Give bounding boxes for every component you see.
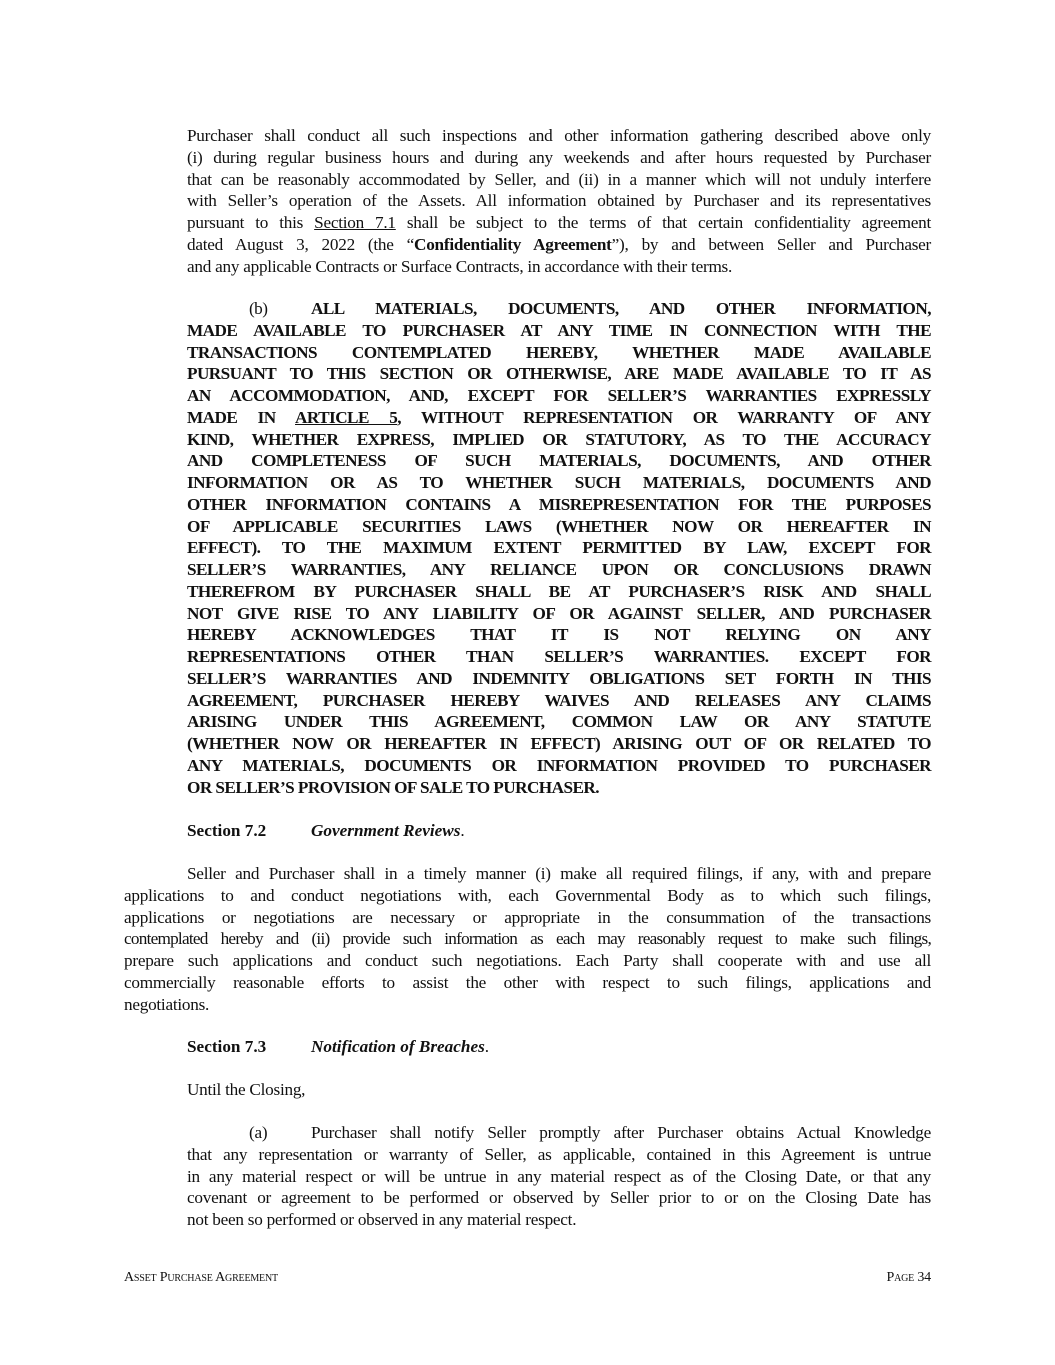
paragraph-a-notification <box>187 1122 931 1231</box>
section-title: Notification of Breaches <box>311 1037 485 1056</box>
section-7-2-heading <box>187 820 465 842</box>
text-line: applications to and conduct negotiations with, each Governmental Body as to which such filings, <box>124 885 931 905</box>
list-label: (b) <box>249 299 268 318</box>
text-segment: Seller and Purchaser shall in a timely manner (i) make all required filings, if any, with and prepare <box>187 864 931 883</box>
text-line: EFFECT). TO THE MAXIMUM EXTENT PERMITTED BY LAW, EXCEPT FOR <box>187 538 931 558</box>
text-line <box>124 863 931 885</box>
footer-document-title: Asset Purchase Agreement <box>124 1270 278 1285</box>
text-line: THEREFROM BY PURCHASER SHALL BE AT PURCHASER’S RISK AND SHALL <box>187 581 931 601</box>
text-line: not been so performed or observed in any material respect. <box>187 1210 577 1229</box>
text-line: covenant or agreement to be performed or observed by Seller prior to or on the Closing Date has <box>187 1188 931 1208</box>
list-label: (a) <box>249 1123 268 1142</box>
text-line: PURSUANT TO THIS SECTION OR OTHERWISE, ARE MADE AVAILABLE TO IT AS <box>187 364 931 384</box>
text-line: OR SELLER’S PROVISION OF SALE TO PURCHASER. <box>187 777 600 797</box>
text-line: TRANSACTIONS CONTEMPLATED HEREBY, WHETHER MADE AVAILABLE <box>187 342 931 362</box>
text-line: SELLER’S WARRANTIES, ANY RELIANCE UPON OR CONCLUSIONS DRAWN <box>187 560 931 579</box>
footer-page-number: Page 34 <box>886 1270 931 1285</box>
text-segment: MADE IN <box>187 407 296 427</box>
section-title-period: . <box>460 821 465 840</box>
section-number: Section 7.2 <box>187 821 267 840</box>
text-line <box>187 1122 931 1144</box>
text-segment: , WITHOUT REPRESENTATION OR WARRANTY OF ANY <box>397 407 931 427</box>
text-segment: ALL MATERIALS, DOCUMENTS, AND OTHER INFORMATION, <box>311 299 931 318</box>
text-line: and any applicable Contracts or Surface Contracts, in accordance with their terms. <box>187 256 733 276</box>
text-line: commercially reasonable efforts to assist the other with respect to such filings, applications and <box>124 972 931 992</box>
text-line: AGREEMENT, PURCHASER HEREBY WAIVES AND RELEASES ANY CLAIMS <box>187 690 931 710</box>
text-line: OF APPLICABLE SECURITIES LAWS (WHETHER NOW OR HEREAFTER IN <box>187 516 931 536</box>
text-line: ANY MATERIALS, DOCUMENTS OR INFORMATION PROVIDED TO PURCHASER <box>187 755 931 775</box>
paragraph-inspections <box>187 125 931 277</box>
text-line: that can be reasonably accommodated by Seller, and (ii) in a manner which will not unduly interfere <box>187 169 931 189</box>
paragraph-b-disclaimer <box>187 298 931 798</box>
text-line: OTHER INFORMATION CONTAINS A MISREPRESENTATION FOR THE PURPOSES <box>187 494 931 514</box>
text-line <box>187 212 931 234</box>
text-segment: ”), by and between Seller and Purchaser <box>611 234 931 254</box>
text-segment: dated August 3, 2022 (the “ <box>187 234 415 254</box>
text-line <box>187 407 931 429</box>
text-line: with Seller’s operation of the Assets. All information obtained by Purchaser and its representatives <box>187 191 931 211</box>
section-number: Section 7.3 <box>187 1037 267 1056</box>
text-line: KIND, WHETHER EXPRESS, IMPLIED OR STATUTORY, AS TO THE ACCURACY <box>187 429 931 449</box>
section-7-3-intro <box>187 1079 931 1101</box>
text-line <box>187 298 931 320</box>
section-title: Government Reviews <box>311 821 461 840</box>
text-segment: Purchaser shall notify Seller promptly after Purchaser obtains Actual Knowledge <box>311 1123 931 1142</box>
defined-term: Confidentiality Agreement <box>414 234 612 254</box>
section-title-period: . <box>484 1037 490 1056</box>
text-line: (WHETHER NOW OR HEREAFTER IN EFFECT) ARISING OUT OF OR RELATED TO <box>187 734 931 753</box>
page-footer <box>124 1270 931 1292</box>
text-line: (i) during regular business hours and during any weekends and after hours requested by Purchaser <box>187 147 931 167</box>
text-line: contemplated hereby and (ii) provide such information as each may reasonably request to make such filings, <box>124 929 931 949</box>
text-line: NOT GIVE RISE TO ANY LIABILITY OF OR AGAINST SELLER, AND PURCHASER <box>187 603 931 623</box>
text-line: MADE AVAILABLE TO PURCHASER AT ANY TIME IN CONNECTION WITH THE <box>187 320 931 340</box>
text-segment: shall be subject to the terms of that certain confidentiality agreement <box>395 213 931 232</box>
section-7-2-body <box>124 863 931 1015</box>
text-line: negotiations. <box>124 994 210 1014</box>
text-line: Until the Closing, <box>187 1080 306 1099</box>
text-line: SELLER’S WARRANTIES AND INDEMNITY OBLIGATIONS SET FORTH IN THIS <box>187 668 931 688</box>
text-line: applications or negotiations are necessary or appropriate in the consummation of the transactions <box>124 907 931 927</box>
text-line: in any material respect or will be untrue in any material respect as of the Closing Date, or that any <box>187 1166 931 1186</box>
section-7-1-link[interactable]: Section 7.1 <box>314 213 396 232</box>
text-line: Purchaser shall conduct all such inspections and other information gathering described above only <box>187 126 931 145</box>
text-line: INFORMATION OR AS TO WHETHER SUCH MATERIALS, DOCUMENTS AND <box>187 473 931 492</box>
text-line: ARISING UNDER THIS AGREEMENT, COMMON LAW OR ANY STATUTE <box>187 712 931 732</box>
text-line: AN ACCOMMODATION, AND, EXCEPT FOR SELLER’S WARRANTIES EXPRESSLY <box>187 386 931 405</box>
text-line <box>187 234 931 256</box>
text-line: HEREBY ACKNOWLEDGES THAT IT IS NOT RELYING ON ANY <box>187 625 931 645</box>
text-line: that any representation or warranty of Seller, as applicable, contained in this Agreement is untrue <box>187 1144 931 1164</box>
section-7-3-heading <box>187 1036 489 1058</box>
article-5-link[interactable]: ARTICLE 5 <box>295 407 398 427</box>
text-line: AND COMPLETENESS OF SUCH MATERIALS, DOCUMENTS, AND OTHER <box>187 451 931 471</box>
text-segment: pursuant to this <box>187 213 315 232</box>
text-line: REPRESENTATIONS OTHER THAN SELLER’S WARRANTIES. EXCEPT FOR <box>187 647 931 666</box>
text-line: prepare such applications and conduct such negotiations. Each Party shall cooperate with and use all <box>124 951 931 970</box>
